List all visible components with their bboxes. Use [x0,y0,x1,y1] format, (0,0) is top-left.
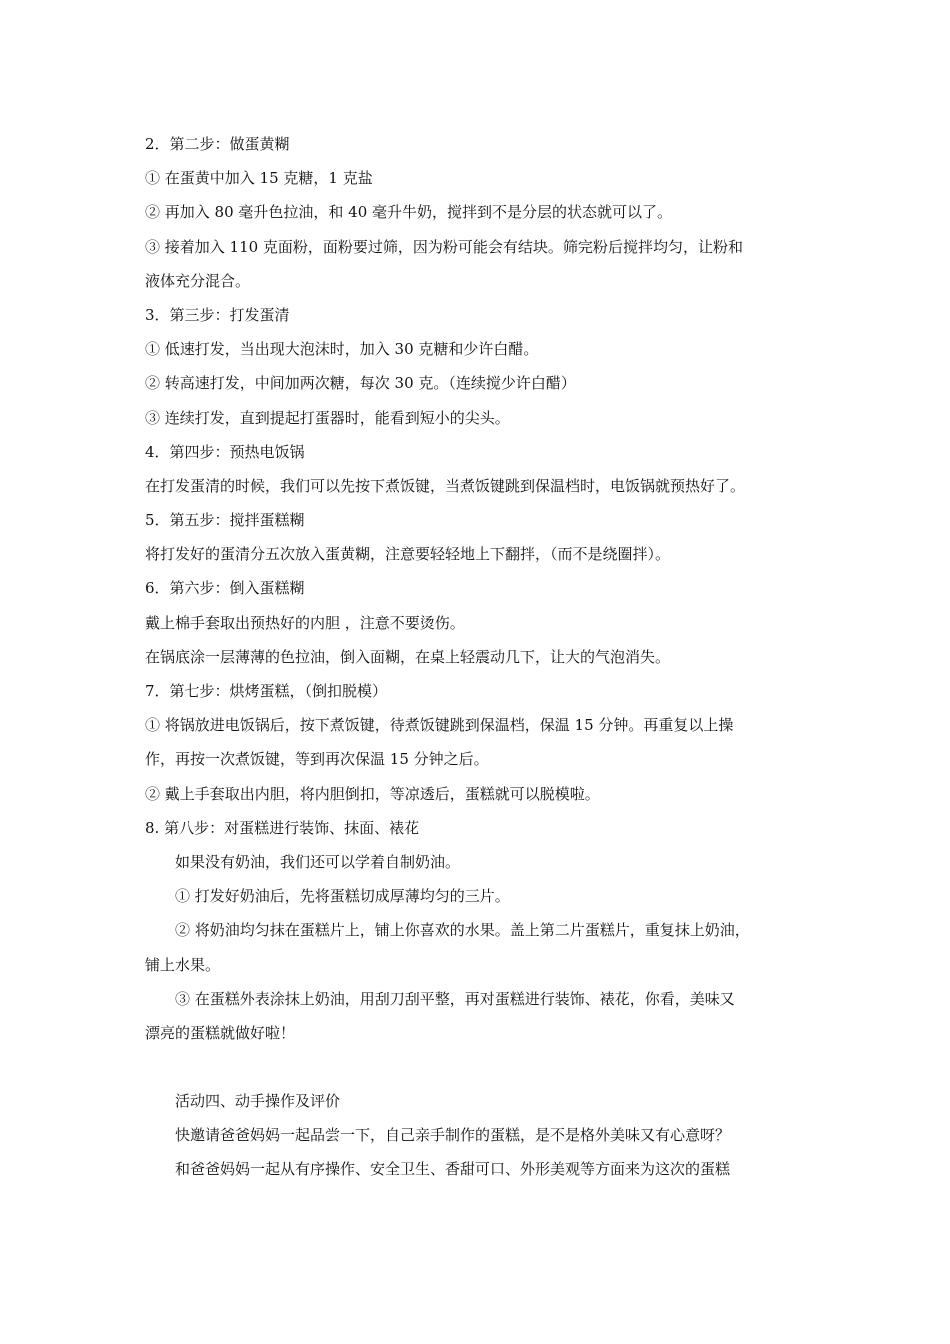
text-line: ① 低速打发，当出现大泡沫时，加入 30 克糖和少许白醋。 [145,340,539,359]
text-line: 在打发蛋清的时候，我们可以先按下煮饭键，当煮饭键跳到保温档时，电饭锅就预热好了。 [145,476,746,495]
text-line: 将打发好的蛋清分五次放入蛋黄糊，注意要轻轻地上下翻拌，（而不是绕圈拌）。 [145,545,671,564]
text-line: ② 再加入 80 毫升色拉油，和 40 毫升牛奶，搅拌到不是分层的状态就可以了。 [145,203,673,222]
text-line: ② 转高速打发，中间加两次糖，每次 30 克。（连续搅少许白醋） [145,374,576,393]
text-line: ③ 连续打发，直到提起打蛋器时，能看到短小的尖头。 [145,408,510,427]
text-line: 3．第三步：打发蛋清 [145,305,290,324]
text-line: ① 在蛋黄中加入 15 克糖，1 克盐 [145,169,373,188]
document-page [145,127,815,1187]
text-line: 8. 第八步：对蛋糕进行装饰、抹面、裱花 [145,818,420,837]
text-line: 4．第四步：预热电饭锅 [145,442,305,461]
paragraph-gap [145,1050,815,1084]
text-line: ③ 在蛋糕外表涂抹上奶油，用刮刀刮平整，再对蛋糕进行装饰、裱花，你看，美味又 [175,989,735,1008]
text-line: 活动四、动手操作及评价 [175,1092,341,1111]
text-line: 和爸爸妈妈一起从有序操作、安全卫生、香甜可口、外形美观等方面来为这次的蛋糕 [175,1160,731,1179]
text-line: 5．第五步：搅拌蛋糕糊 [145,511,305,530]
text-line: 7．第七步：烘烤蛋糕，（倒扣脱模） [145,682,388,700]
text-line: ① 打发好奶油后，先将蛋糕切成厚薄均匀的三片。 [175,887,510,906]
text-line: ② 将奶油均匀抹在蛋糕片上，铺上你喜欢的水果。盖上第二片蛋糕片，重复抹上奶油， [175,921,750,940]
text-line: 6．第六步：倒入蛋糕糊 [145,579,305,598]
text-line: 在锅底涂一层薄薄的色拉油，倒入面糊，在桌上轻震动几下，让大的气泡消失。 [145,647,671,666]
text-line: 漂亮的蛋糕就做好啦！ [145,1023,296,1042]
text-line: ① 将锅放进电饭锅后，按下煮饭键，待煮饭键跳到保温档，保温 15 分钟。再重复以上操 [145,716,734,735]
text-line: 戴上棉手套取出预热好的内胆 ，注意不要烫伤。 [145,613,465,632]
text-line: 铺上水果。 [145,955,221,974]
text-line: 2．第二步：做蛋黄糊 [145,135,290,153]
text-line: ② 戴上手套取出内胆，将内胆倒扣，等凉透后，蛋糕就可以脱模啦。 [145,784,600,803]
text-line: 液体充分混合。 [145,271,251,290]
text-line: 如果没有奶油，我们还可以学着自制奶油。 [175,852,461,871]
text-line: 快邀请爸爸妈妈一起品尝一下，自己亲手制作的蛋糕，是不是格外美味又有心意呀？ [175,1126,731,1145]
text-line: ③ 接着加入 110 克面粉，面粉要过筛，因为粉可能会有结块。筛完粉后搅拌均匀，让粉和 [145,237,743,256]
text-line: 作，再按一次煮饭键，等到再次保温 15 分钟之后。 [145,750,489,769]
